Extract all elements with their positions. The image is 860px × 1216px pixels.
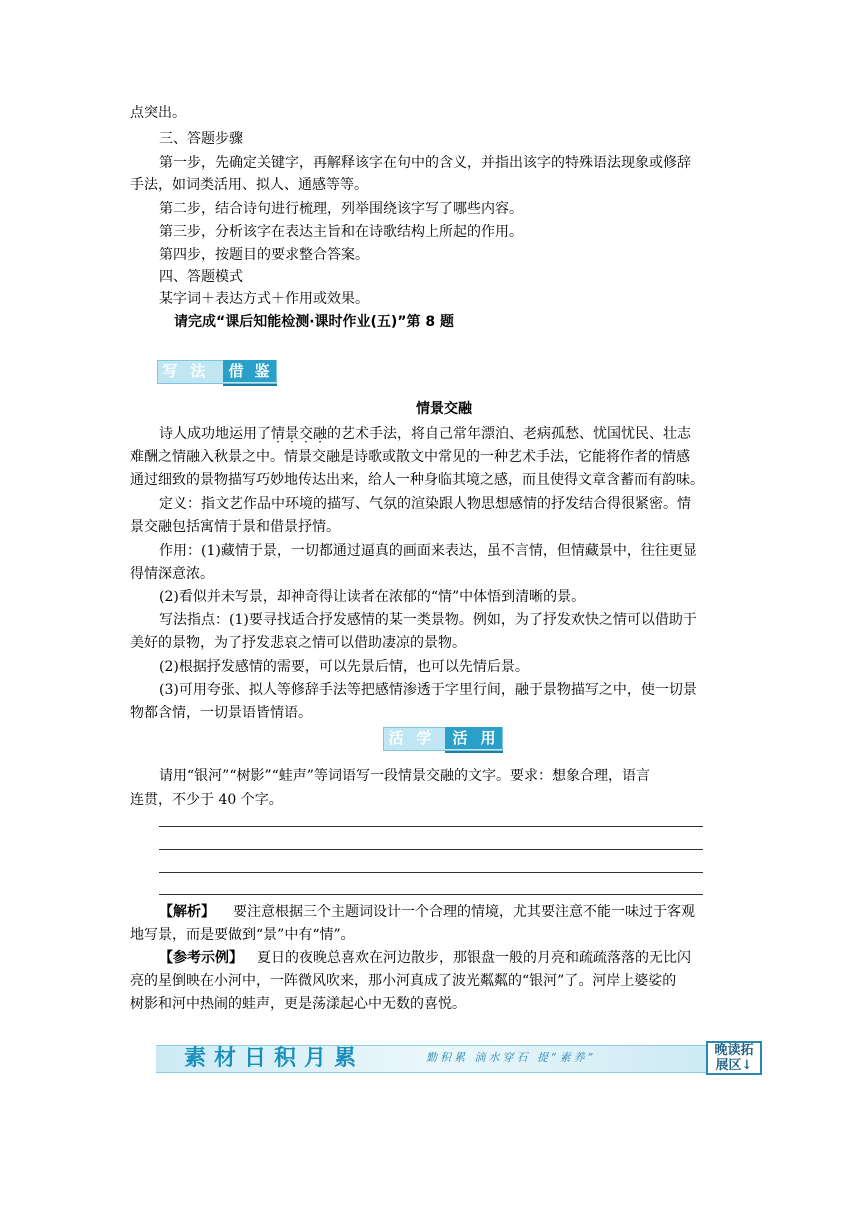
paragraph: (2)根据抒发感情的需要，可以先景后情，也可以先情后景。	[159, 659, 529, 675]
example-paragraph	[159, 947, 691, 969]
answer-line	[159, 826, 703, 827]
paragraph: 点突出。	[130, 105, 186, 121]
text-span: 诗人成功地运用了	[159, 426, 271, 442]
example-paragraph: 亮的星倒映在小河中，一阵微风吹来，那小河真成了波光粼粼的“银河”了。河岸上婆娑的	[130, 973, 677, 989]
banner-char: 活	[452, 729, 468, 747]
paragraph: 作用：(1)藏情于景，一切都通过逼真的画面来表达，虽不言情，但情藏景中，往往更显	[159, 543, 697, 559]
banner-char: 鉴	[254, 362, 270, 380]
task-text: 请用“银河”“树影”“蛙声”等词语写一段情景交融的文字。要求：想象合理，语言	[159, 768, 650, 784]
section-banner-writing	[157, 360, 277, 386]
paragraph: 第三步，分析该字在表达主旨和在诗歌结构上所起的作用。	[159, 224, 523, 240]
paragraph: 难酬之情融入秋景之中。情景交融是诗歌或散文中常见的一种艺术手法，它能将作者的情感	[130, 449, 690, 465]
paragraph: 第二步，结合诗句进行梳理，列举围绕该字写了哪些内容。	[159, 201, 523, 217]
paragraph: 得情深意浓。	[130, 566, 214, 582]
banner-char: 活	[388, 729, 404, 747]
banner-char: 用	[480, 729, 496, 747]
article-title: 情景交融	[416, 401, 472, 417]
paragraph: 美好的景物，为了抒发悲哀之情可以借助凄凉的景物。	[130, 635, 466, 651]
example-text: 夏日的夜晚总喜欢在河边散步，那银盘一般的月亮和疏疏落落的无比闪	[257, 950, 691, 966]
text-span: 的艺术手法，将自己常年漂泊、老病孤愁、忧国忧民、壮志	[327, 426, 691, 442]
emphasis-char: 情	[271, 426, 285, 442]
paragraph: (2)看似并未写景，却神奇得让读者在浓郁的“情”中体悟到清晰的景。	[159, 589, 586, 605]
paragraph: (3)可用夸张、拟人等修辞手法等把感情渗透于字里行间，融于景物描写之中，使一切景	[159, 682, 697, 698]
evening-reading-tag	[706, 1041, 762, 1075]
paragraph: 通过细致的景物描写巧妙地传达出来，给人一种身临其境之感，而且使得文章含蓄而有韵味。	[130, 472, 704, 488]
emphasis-char: 景	[285, 426, 299, 442]
analysis-paragraph	[159, 901, 695, 923]
section-heading: 三、答题步骤	[159, 131, 243, 147]
paragraph: 某字词＋表达方式＋作用或效果。	[159, 291, 369, 307]
tag-line: 晚读拓	[714, 1043, 754, 1058]
answer-line	[159, 894, 703, 895]
paragraph: 定义：指文艺作品中环境的描写、气氛的渲染跟人物思想感情的抒发结合得很紧密。情	[159, 496, 691, 512]
material-banner	[156, 1041, 708, 1075]
paragraph: 景交融包括寓情于景和借景抒情。	[130, 519, 340, 535]
emphasis-char: 交	[299, 426, 313, 442]
example-paragraph: 树影和河中热闹的蛙声，更是荡漾起心中无数的喜悦。	[130, 996, 466, 1012]
analysis-label: 【解析】	[159, 904, 215, 920]
task-text: 连贯，不少于 40 个字。	[130, 792, 283, 808]
paragraph	[159, 423, 691, 445]
paragraph: 写法指点：(1)要寻找适合抒发感情的某一类景物。例如，为了抒发欢快之情可以借助于	[159, 612, 697, 628]
paragraph: 物都含情，一切景语皆情语。	[130, 705, 312, 721]
example-label: 【参考示例】	[159, 950, 243, 966]
analysis-text: 要注意根据三个主题词设计一个合理的情境，尤其要注意不能一味过于客观	[233, 904, 695, 920]
paragraph: 第四步，按题目的要求整合答案。	[159, 247, 369, 263]
banner-char: 写	[162, 362, 178, 380]
answer-line	[159, 872, 703, 873]
banner-char: 借	[228, 362, 244, 380]
section-banner-practice	[383, 727, 503, 753]
section-heading: 四、答题模式	[159, 269, 243, 285]
emphasis-char: 融	[313, 426, 327, 442]
material-banner-motto: 勤积累 滴水穿石 提“素养”	[426, 1051, 597, 1064]
paragraph: 手法，如词类活用、拟人、通感等等。	[130, 177, 368, 193]
material-banner-title: 素材日积月累	[184, 1045, 365, 1071]
paragraph: 第一步，先确定关键字，再解释该字在句中的含义，并指出该字的特殊语法现象或修辞	[159, 155, 691, 171]
tag-line: 展区↓	[715, 1058, 753, 1073]
answer-line	[159, 849, 703, 850]
banner-char: 法	[190, 362, 206, 380]
banner-char: 学	[416, 729, 432, 747]
assignment-note: 请完成“课后知能检测·课时作业(五)”第 8 题	[174, 314, 455, 330]
analysis-paragraph: 地写景，而是要做到“景”中有“情”。	[130, 927, 355, 943]
